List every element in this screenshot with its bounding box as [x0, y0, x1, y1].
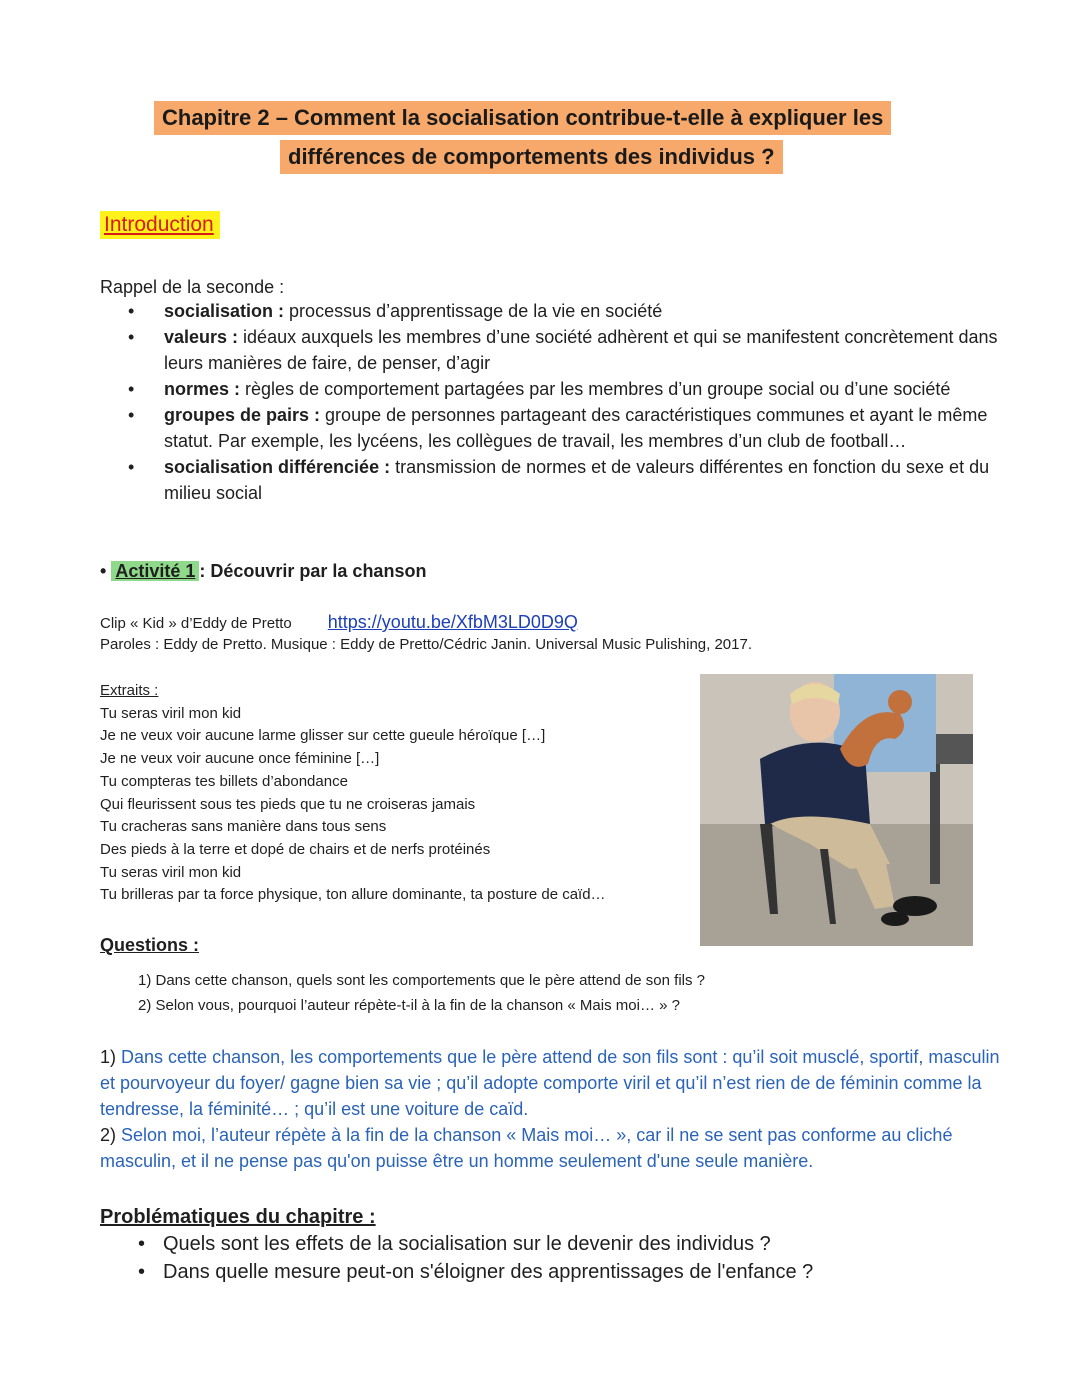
activity-title: : Découvrir par la chanson: [199, 561, 427, 581]
bullet-icon: •: [128, 405, 135, 425]
clip-link[interactable]: https://youtu.be/XfbM3LD0D9Q: [327, 612, 578, 632]
chapter-title-line-2: différences de comportements des individus ?: [280, 140, 783, 174]
clip-line: [100, 611, 578, 635]
bullet-icon: •: [128, 457, 135, 477]
lyric-line: Tu brilleras par ta force physique, ton allure dominante, ta posture de caïd…: [100, 886, 606, 904]
bullet-icon: •: [128, 301, 135, 321]
bullet-icon: •: [138, 1233, 146, 1255]
introduction-heading: Introduction: [100, 211, 220, 239]
problematique-item: • Quels sont les effets de la socialisation sur le devenir des individus ?: [100, 1230, 813, 1258]
definition-item: • socialisation : processus d’apprentissage de la vie en société: [100, 298, 1020, 324]
lyric-line: Tu compteras tes billets d’abondance: [100, 772, 348, 790]
bullet-icon: •: [128, 327, 135, 347]
clip-photo: [700, 674, 973, 946]
rappel-heading: Rappel de la seconde :: [100, 277, 285, 297]
definition-item: • socialisation différenciée : transmission de normes et de valeurs différentes en fonction du sexe et du milieu social: [100, 454, 1020, 506]
question-item: 2) Selon vous, pourquoi l’auteur répète-t-il à la fin de la chanson « Mais moi… » ?: [138, 997, 680, 1014]
bullet-icon: •: [100, 561, 107, 581]
definition-item: • normes : règles de comportement partagées par les membres d’un groupe social ou d’une société: [100, 376, 1020, 402]
definition-item: • valeurs : idéaux auxquels les membres d’une société adhèrent et qui se manifestent concrètement dans leurs manières de faire, de penser, d’agir: [100, 324, 1020, 376]
lyric-line: Je ne veux voir aucune once féminine […]: [100, 750, 380, 768]
lyric-line: Tu seras viril mon kid: [100, 704, 242, 722]
lyric-line: Tu cracheras sans manière dans tous sens: [100, 818, 387, 836]
bullet-icon: •: [138, 1261, 146, 1283]
problematiques-list: [100, 1230, 813, 1286]
lyrics-heading: Extraits :: [100, 682, 159, 699]
problematique-item: • Dans quelle mesure peut-on s'éloigner des apprentissages de l'enfance ?: [100, 1258, 813, 1286]
definition-item: • groupes de pairs : groupe de personnes partageant des caractéristiques communes et ayant le même statut. Par exemple, les lycéens, les collègues de travail, les membres d’un club de football…: [100, 402, 1020, 454]
lyric-line: Tu seras viril mon kid: [100, 863, 242, 881]
definitions-list: [100, 298, 1020, 506]
chapter-title-line-1: Chapitre 2 – Comment la socialisation contribue-t-elle à expliquer les: [154, 101, 891, 135]
answer-2: 2) Selon moi, l’auteur répète à la fin de la chanson « Mais moi… », car il ne se sent pas conforme au cliché masculin, et il ne pense pas qu'on puisse être un homme seulement d'une seule manière.: [100, 1125, 953, 1171]
activity-heading: [100, 558, 426, 584]
questions-list: [138, 968, 705, 1018]
lyrics-excerpt: [100, 680, 690, 907]
questions-heading: Questions :: [100, 935, 200, 955]
problematiques-heading: Problématiques du chapitre :: [100, 1206, 376, 1228]
question-item: 1) Dans cette chanson, quels sont les comportements que le père attend de son fils ?: [138, 972, 705, 989]
clip-label: Clip « Kid » d’Eddy de Pretto: [100, 615, 292, 632]
clip-credits: Paroles : Eddy de Pretto. Musique : Eddy de Pretto/Cédric Janin. Universal Music Pulishing, 2017.: [100, 636, 752, 653]
answers-block: [100, 1044, 1000, 1174]
activity-tag: Activité 1: [111, 561, 199, 581]
lyric-line: Qui fleurissent sous tes pieds que tu ne croiseras jamais: [100, 795, 476, 813]
answer-1: 1) Dans cette chanson, les comportements que le père attend de son fils sont : qu’il soit musclé, sportif, masculin et pourvoyeur du foyer/ gagne bien sa vie ; qu’il adopte comporte viril et qu’il n’est rien de de féminin comme la tendresse, la féminité… ; qu’il est une voiture de caïd.: [100, 1047, 1000, 1119]
bullet-icon: •: [128, 379, 135, 399]
lyric-line: Je ne veux voir aucune larme glisser sur cette gueule héroïque […]: [100, 727, 546, 745]
lyric-line: Des pieds à la terre et dopé de chairs et de nerfs protéinés: [100, 840, 491, 858]
